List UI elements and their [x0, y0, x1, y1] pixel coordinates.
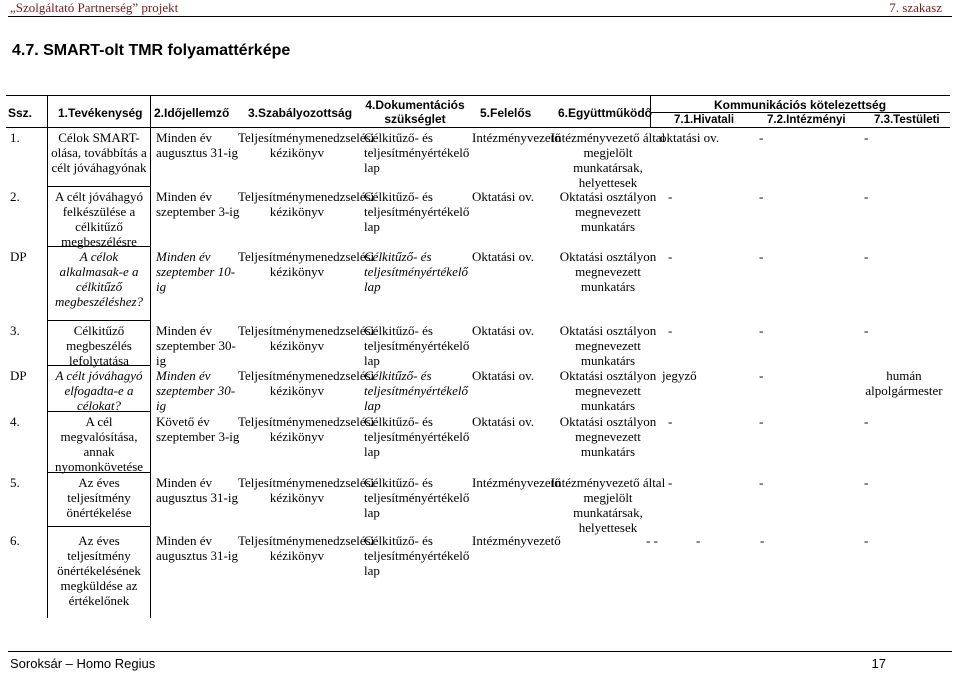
row-timing: Követő év szeptember 3-ig [156, 414, 240, 444]
row-number: 4. [10, 414, 20, 429]
table-header-rule [6, 127, 950, 128]
row-regulation: Teljesítménymenedzselési kézikönyv [238, 130, 375, 160]
row-responsible: Intézményvezető [472, 475, 561, 490]
row-timing: Minden év augusztus 31-ig [156, 533, 238, 563]
col-header-regulation: 3.Szabályozottság [248, 106, 353, 120]
row-regulation: Teljesítménymenedzselési kézikönyv [238, 414, 375, 444]
row-responsible: Oktatási ov. [472, 249, 534, 264]
row-report-intezmenyi: - [759, 249, 764, 264]
footer-rule [8, 651, 952, 652]
section-title: 4.7. SMART-olt TMR folyamattérképe [12, 42, 291, 59]
table-top-rule [6, 95, 950, 96]
row-documentation: Célkitűző- és teljesítményértékelő lap [364, 323, 470, 368]
col-header-responsible: 5.Felelős [480, 106, 532, 120]
col-subheader-hivatali: 7.1.Hivatali [674, 114, 735, 126]
row-documentation: Célkitűző- és teljesítményértékelő lap [364, 475, 470, 520]
row-rule [48, 186, 150, 187]
row-responsible: Oktatási ov. [472, 189, 534, 204]
col-rule [150, 95, 151, 618]
row-responsible: Oktatási ov. [472, 368, 534, 383]
row-report-intezmenyi: - [759, 475, 764, 490]
footer-org: Soroksár – Homo Regius [10, 656, 156, 671]
row-report-hivatali: jegyző [662, 368, 697, 383]
row-cooperating: Oktatási osztályon megnevezett munkatárs [559, 368, 657, 413]
row-activity: A célt jóváhagyó elfogadta-e a célokat? [55, 368, 143, 413]
header-project: „Szolgáltató Partnerség” projekt [10, 0, 179, 15]
col-subheader-intezmenyi: 7.2.Intézményi [767, 114, 846, 126]
row-timing: Minden év szeptember 30-ig [156, 368, 236, 413]
row-rule [48, 526, 150, 527]
row-report-testuleti: - [864, 323, 869, 338]
row-report-testuleti: - [864, 249, 869, 264]
row-activity: Az éves teljesítmény önértékelése [66, 475, 132, 520]
row-report-hivatali: - [668, 414, 673, 429]
row-activity: Célok SMART-olása, továbbítás a célt jóváhagyónak [51, 130, 147, 175]
row-number: 3. [10, 323, 20, 338]
row-report-hivatali: - [668, 323, 673, 338]
row-activity: A célt jóváhagyó felkészülése a célkitűző megbeszélésre [54, 189, 144, 249]
reporting-sub-rule [650, 112, 950, 113]
row-number: 1. [10, 130, 20, 145]
row-responsible: Oktatási ov. [472, 323, 534, 338]
row-number: DP [10, 368, 27, 383]
row-regulation: Teljesítménymenedzselési kézikönyv [238, 323, 375, 353]
row-report-intezmenyi: - [759, 414, 764, 429]
row-cooperating: Oktatási osztályon megnevezett munkatárs [559, 189, 657, 234]
row-report-intezmenyi: - [696, 533, 701, 548]
row-report-extra: - [864, 533, 869, 548]
row-report-hivatali: - [668, 189, 673, 204]
row-report-testuleti: - [864, 475, 869, 490]
row-timing: Minden év szeptember 3-ig [156, 189, 240, 219]
col-header-cooperating: 6.Együttműködő [558, 106, 653, 120]
row-regulation: Teljesítménymenedzselési kézikönyv [238, 249, 375, 279]
col-subheader-testuleti: 7.3.Testületi [874, 114, 940, 126]
row-responsible: Intézményvezető [472, 130, 561, 145]
row-activity: A cél megvalósítása, annak nyomonkövetése [54, 414, 144, 474]
page-number: 17 [871, 656, 886, 671]
row-timing: Minden év augusztus 31-ig [156, 475, 238, 505]
row-documentation: Célkitűző- és teljesítményértékelő lap [364, 414, 470, 459]
row-report-testuleti: - [864, 414, 869, 429]
row-report-hivatali: oktatási ov. [660, 130, 720, 145]
col-header-reporting: Kommunikációs kötelezettség [713, 98, 887, 112]
row-cooperating: Oktatási osztályon megnevezett munkatárs [559, 414, 657, 459]
col-header-documentation: 4.Dokumentációs szükséglet [365, 98, 465, 126]
col-header-activity: 1.Tevékenység [58, 106, 143, 120]
row-timing: Minden év augusztus 31-ig [156, 130, 238, 160]
row-report-intezmenyi: - [759, 323, 764, 338]
row-documentation: Célkitűző- és teljesítményértékelő lap [364, 533, 470, 578]
row-regulation: Teljesítménymenedzselési kézikönyv [238, 368, 375, 398]
row-report-testuleti: - [864, 130, 869, 145]
row-regulation: Teljesítménymenedzselési kézikönyv [238, 475, 375, 505]
row-activity: A célok alkalmasak-e a célkitűző megbeszéléshez? [54, 249, 144, 309]
row-cooperating: Intézményvezető által megjelölt munkatársak, helyettesek [550, 475, 666, 535]
row-report-testuleti: humán alpolgármester [865, 368, 943, 398]
col-header-timing: 2.Időjellemző [154, 106, 230, 120]
col-header-ssz: Ssz. [8, 106, 33, 120]
row-report-hivatali: - [668, 249, 673, 264]
row-rule [48, 320, 150, 321]
row-regulation: Teljesítménymenedzselési kézikönyv [238, 533, 375, 563]
row-number: 6. [10, 533, 20, 548]
row-regulation: Teljesítménymenedzselési kézikönyv [238, 189, 375, 219]
row-timing: Minden év szeptember 10-ig [156, 249, 236, 294]
row-activity: Az éves teljesítmény önértékelésének megküldése az értékelőnek [57, 533, 141, 608]
row-documentation: Célkitűző- és teljesítményértékelő lap [364, 368, 468, 413]
row-documentation: Célkitűző- és teljesítményértékelő lap [364, 189, 470, 234]
row-report-testuleti: - [864, 189, 869, 204]
row-responsible: Oktatási ov. [472, 414, 534, 429]
row-timing: Minden év szeptember 30-ig [156, 323, 236, 368]
row-report-intezmenyi: - [759, 130, 764, 145]
row-cooperating: Oktatási osztályon megnevezett munkatárs [559, 323, 657, 368]
row-report-intezmenyi: - [759, 368, 764, 383]
row-report-hivatali: - - [646, 533, 658, 548]
row-cooperating: Intézményvezető által megjelölt munkatársak, helyettesek [550, 130, 666, 190]
row-report-intezmenyi: - [759, 189, 764, 204]
col-rule [47, 95, 48, 618]
row-activity: Célkitűző megbeszélés lefolytatása [66, 323, 132, 368]
row-report-testuleti: - [760, 533, 765, 548]
row-number: 5. [10, 475, 20, 490]
row-number: 2. [10, 189, 20, 204]
row-documentation: Célkitűző- és teljesítményértékelő lap [364, 249, 468, 294]
header-section: 7. szakasz [889, 0, 942, 15]
row-responsible: Intézményvezető [472, 533, 561, 548]
row-number: DP [10, 249, 27, 264]
row-report-hivatali: - [668, 475, 673, 490]
row-documentation: Célkitűző- és teljesítményértékelő lap [364, 130, 470, 175]
row-cooperating: Oktatási osztályon megnevezett munkatárs [559, 249, 657, 294]
